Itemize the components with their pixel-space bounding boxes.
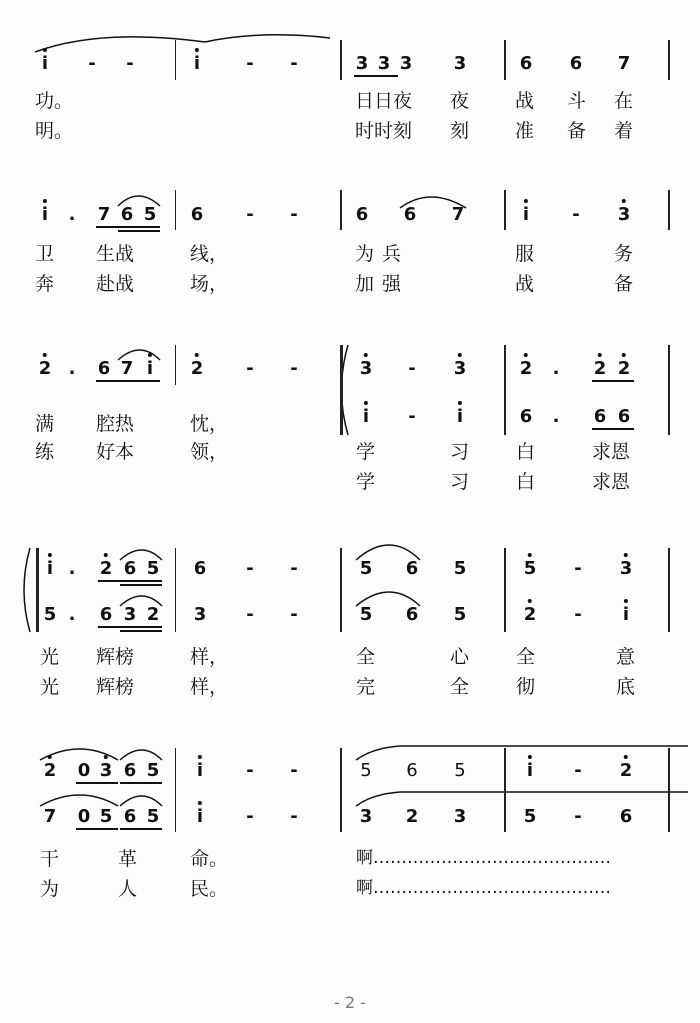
lyric: 腔热: [96, 413, 135, 435]
lyric: 服: [515, 243, 535, 265]
underline: [120, 782, 162, 784]
lyric: 着: [614, 120, 634, 142]
dash: -: [408, 358, 416, 379]
note: i: [47, 560, 53, 578]
lyric: 彻: [516, 676, 536, 698]
dash: -: [574, 760, 582, 781]
note: i: [197, 762, 203, 780]
lyric: 干: [40, 848, 60, 870]
dash: -: [290, 558, 298, 579]
page-number: - 2 -: [334, 993, 366, 1012]
note: 6: [123, 760, 137, 781]
note: 2: [44, 762, 57, 780]
lyric: 革: [118, 848, 138, 870]
note: 5: [453, 604, 467, 625]
note: 5: [359, 604, 373, 625]
note: i: [42, 55, 48, 73]
note: 2: [520, 360, 533, 378]
note: 7: [43, 806, 57, 827]
note: 6: [99, 604, 113, 625]
note: 3: [454, 360, 467, 378]
note: 0: [77, 806, 91, 827]
note: 3: [360, 360, 373, 378]
lyric: 务: [614, 243, 634, 265]
note: 2: [191, 360, 204, 378]
lyric: 满: [35, 413, 55, 435]
dash: -: [246, 604, 254, 625]
lyric: 学: [356, 471, 376, 493]
note: .: [68, 558, 76, 579]
dash: -: [574, 558, 582, 579]
lyric: 全: [356, 646, 376, 668]
lyric: 练: [35, 441, 55, 463]
lyric: 夜: [450, 90, 470, 112]
dash: -: [290, 204, 298, 225]
lyric: 学: [356, 441, 376, 463]
note: 5: [359, 558, 373, 579]
lyric: 人: [118, 878, 138, 900]
note: 2: [620, 762, 633, 780]
lyric: 为: [40, 878, 60, 900]
note: 6: [406, 760, 418, 781]
note: 5: [524, 560, 537, 578]
lyric: 命。: [190, 848, 229, 870]
note: 2: [524, 606, 537, 624]
note: 6: [355, 204, 369, 225]
dash: -: [246, 760, 254, 781]
note: 5: [453, 558, 467, 579]
lyric: 战: [515, 90, 535, 112]
lyric: 样，: [190, 646, 229, 668]
dash: -: [246, 204, 254, 225]
note: .: [552, 406, 560, 427]
note: 6: [190, 204, 204, 225]
note: 3: [377, 53, 391, 74]
note: i: [523, 206, 529, 224]
dash: -: [290, 760, 298, 781]
lyric: 时时刻: [355, 120, 413, 142]
note: 7: [97, 204, 111, 225]
note: 6: [619, 806, 633, 827]
note: i: [147, 360, 153, 378]
lyric: 好本: [96, 441, 135, 463]
dash: -: [88, 53, 96, 74]
lyric: 光: [40, 676, 60, 698]
note: 7: [451, 204, 465, 225]
dash: -: [408, 406, 416, 427]
note: 2: [39, 360, 52, 378]
dash: -: [572, 204, 580, 225]
underline: [76, 782, 118, 784]
note: 5: [143, 204, 157, 225]
lyric: 在: [614, 90, 634, 112]
note: i: [623, 606, 629, 624]
note: 7: [120, 358, 134, 379]
lyric: 习: [450, 471, 470, 493]
dash: -: [246, 558, 254, 579]
note: i: [197, 808, 203, 826]
dash: -: [290, 358, 298, 379]
dash: -: [246, 358, 254, 379]
note: 5: [523, 806, 537, 827]
dash: -: [290, 53, 298, 74]
underline: [76, 828, 118, 830]
lyric: 赴战: [96, 273, 135, 295]
lyric: 辉榜: [96, 646, 135, 668]
dash: -: [290, 806, 298, 827]
lyric: 刻: [450, 120, 470, 142]
note: 5: [360, 760, 372, 781]
lyric: 白: [516, 441, 536, 463]
note: 6: [123, 806, 137, 827]
note: 6: [403, 204, 417, 225]
note: 2: [405, 806, 419, 827]
lyric: 啊……………………………………: [356, 878, 611, 898]
lyric: 场，: [190, 273, 229, 295]
lyric: 加强: [355, 273, 410, 295]
note: i: [42, 206, 48, 224]
note: i: [194, 55, 200, 73]
lyric: 全: [516, 646, 536, 668]
lyric: 光: [40, 646, 60, 668]
note: 6: [519, 53, 533, 74]
note: .: [68, 604, 76, 625]
note: 3: [355, 53, 369, 74]
dash: -: [574, 806, 582, 827]
note: 3: [123, 604, 137, 625]
note: 6: [123, 558, 137, 579]
lyric: 求恩: [592, 441, 631, 463]
note: i: [457, 408, 463, 426]
lyric: 意: [616, 646, 636, 668]
lyric: 备: [614, 273, 634, 295]
note: 6: [405, 558, 419, 579]
lyric: 明。: [35, 120, 74, 142]
lyric: 白: [516, 471, 536, 493]
note: 3: [618, 206, 631, 224]
note: 6: [519, 406, 533, 427]
lyric: 全: [450, 676, 470, 698]
note: 3: [620, 560, 633, 578]
note: i: [527, 762, 533, 780]
lyric: 线，: [190, 243, 229, 265]
lyric: 斗: [567, 90, 587, 112]
note: 5: [146, 760, 160, 781]
note: i: [363, 408, 369, 426]
lyric: 奔: [35, 273, 55, 295]
note: 2: [100, 560, 113, 578]
note: .: [552, 358, 560, 379]
note: 6: [120, 204, 134, 225]
note: 5: [146, 558, 160, 579]
note: 6: [569, 53, 583, 74]
note: 5: [99, 806, 113, 827]
underline: [120, 828, 162, 830]
note: 6: [617, 406, 631, 427]
note: 6: [593, 406, 607, 427]
lyric: 备: [567, 120, 587, 142]
note: 5: [43, 604, 57, 625]
note: 5: [146, 806, 160, 827]
note: 3: [100, 762, 113, 780]
lyric: 样，: [190, 676, 229, 698]
barline: [504, 748, 506, 832]
note: .: [68, 358, 76, 379]
note: 6: [97, 358, 111, 379]
lyric: 习: [450, 441, 470, 463]
note: 6: [405, 604, 419, 625]
lyric: 卫: [35, 243, 55, 265]
note: 2: [618, 360, 631, 378]
dash: -: [246, 806, 254, 827]
note: 5: [454, 760, 466, 781]
note: 2: [146, 604, 160, 625]
dash: -: [246, 53, 254, 74]
note: 2: [594, 360, 607, 378]
lyric: 功。: [35, 90, 74, 112]
lyric: 底: [616, 676, 636, 698]
note: 3: [453, 806, 467, 827]
lyric: 民。: [190, 878, 229, 900]
note: 3: [399, 53, 413, 74]
barline: [668, 748, 670, 832]
lyric: 心: [450, 646, 470, 668]
lyric: 啊……………………………………: [356, 848, 611, 868]
lyric: 完: [356, 676, 376, 698]
lyric: 准: [515, 120, 535, 142]
note: 0: [77, 760, 91, 781]
dash: -: [574, 604, 582, 625]
dash: -: [290, 604, 298, 625]
barline: [175, 748, 176, 832]
note: 7: [617, 53, 631, 74]
note: 3: [359, 806, 373, 827]
lyric: 领，: [190, 441, 229, 463]
lyric: 为兵: [355, 243, 410, 265]
lyric: 生战: [96, 243, 135, 265]
dash: -: [126, 53, 134, 74]
barline: [340, 748, 342, 832]
note: 3: [453, 53, 467, 74]
lyric: 日日夜: [355, 90, 413, 112]
lyric: 忱，: [190, 413, 229, 435]
note: .: [68, 204, 76, 225]
lyric: 辉榜: [96, 676, 135, 698]
lyric: 战: [515, 273, 535, 295]
lyric: 求恩: [592, 471, 631, 493]
note: 3: [193, 604, 207, 625]
note: 6: [193, 558, 207, 579]
